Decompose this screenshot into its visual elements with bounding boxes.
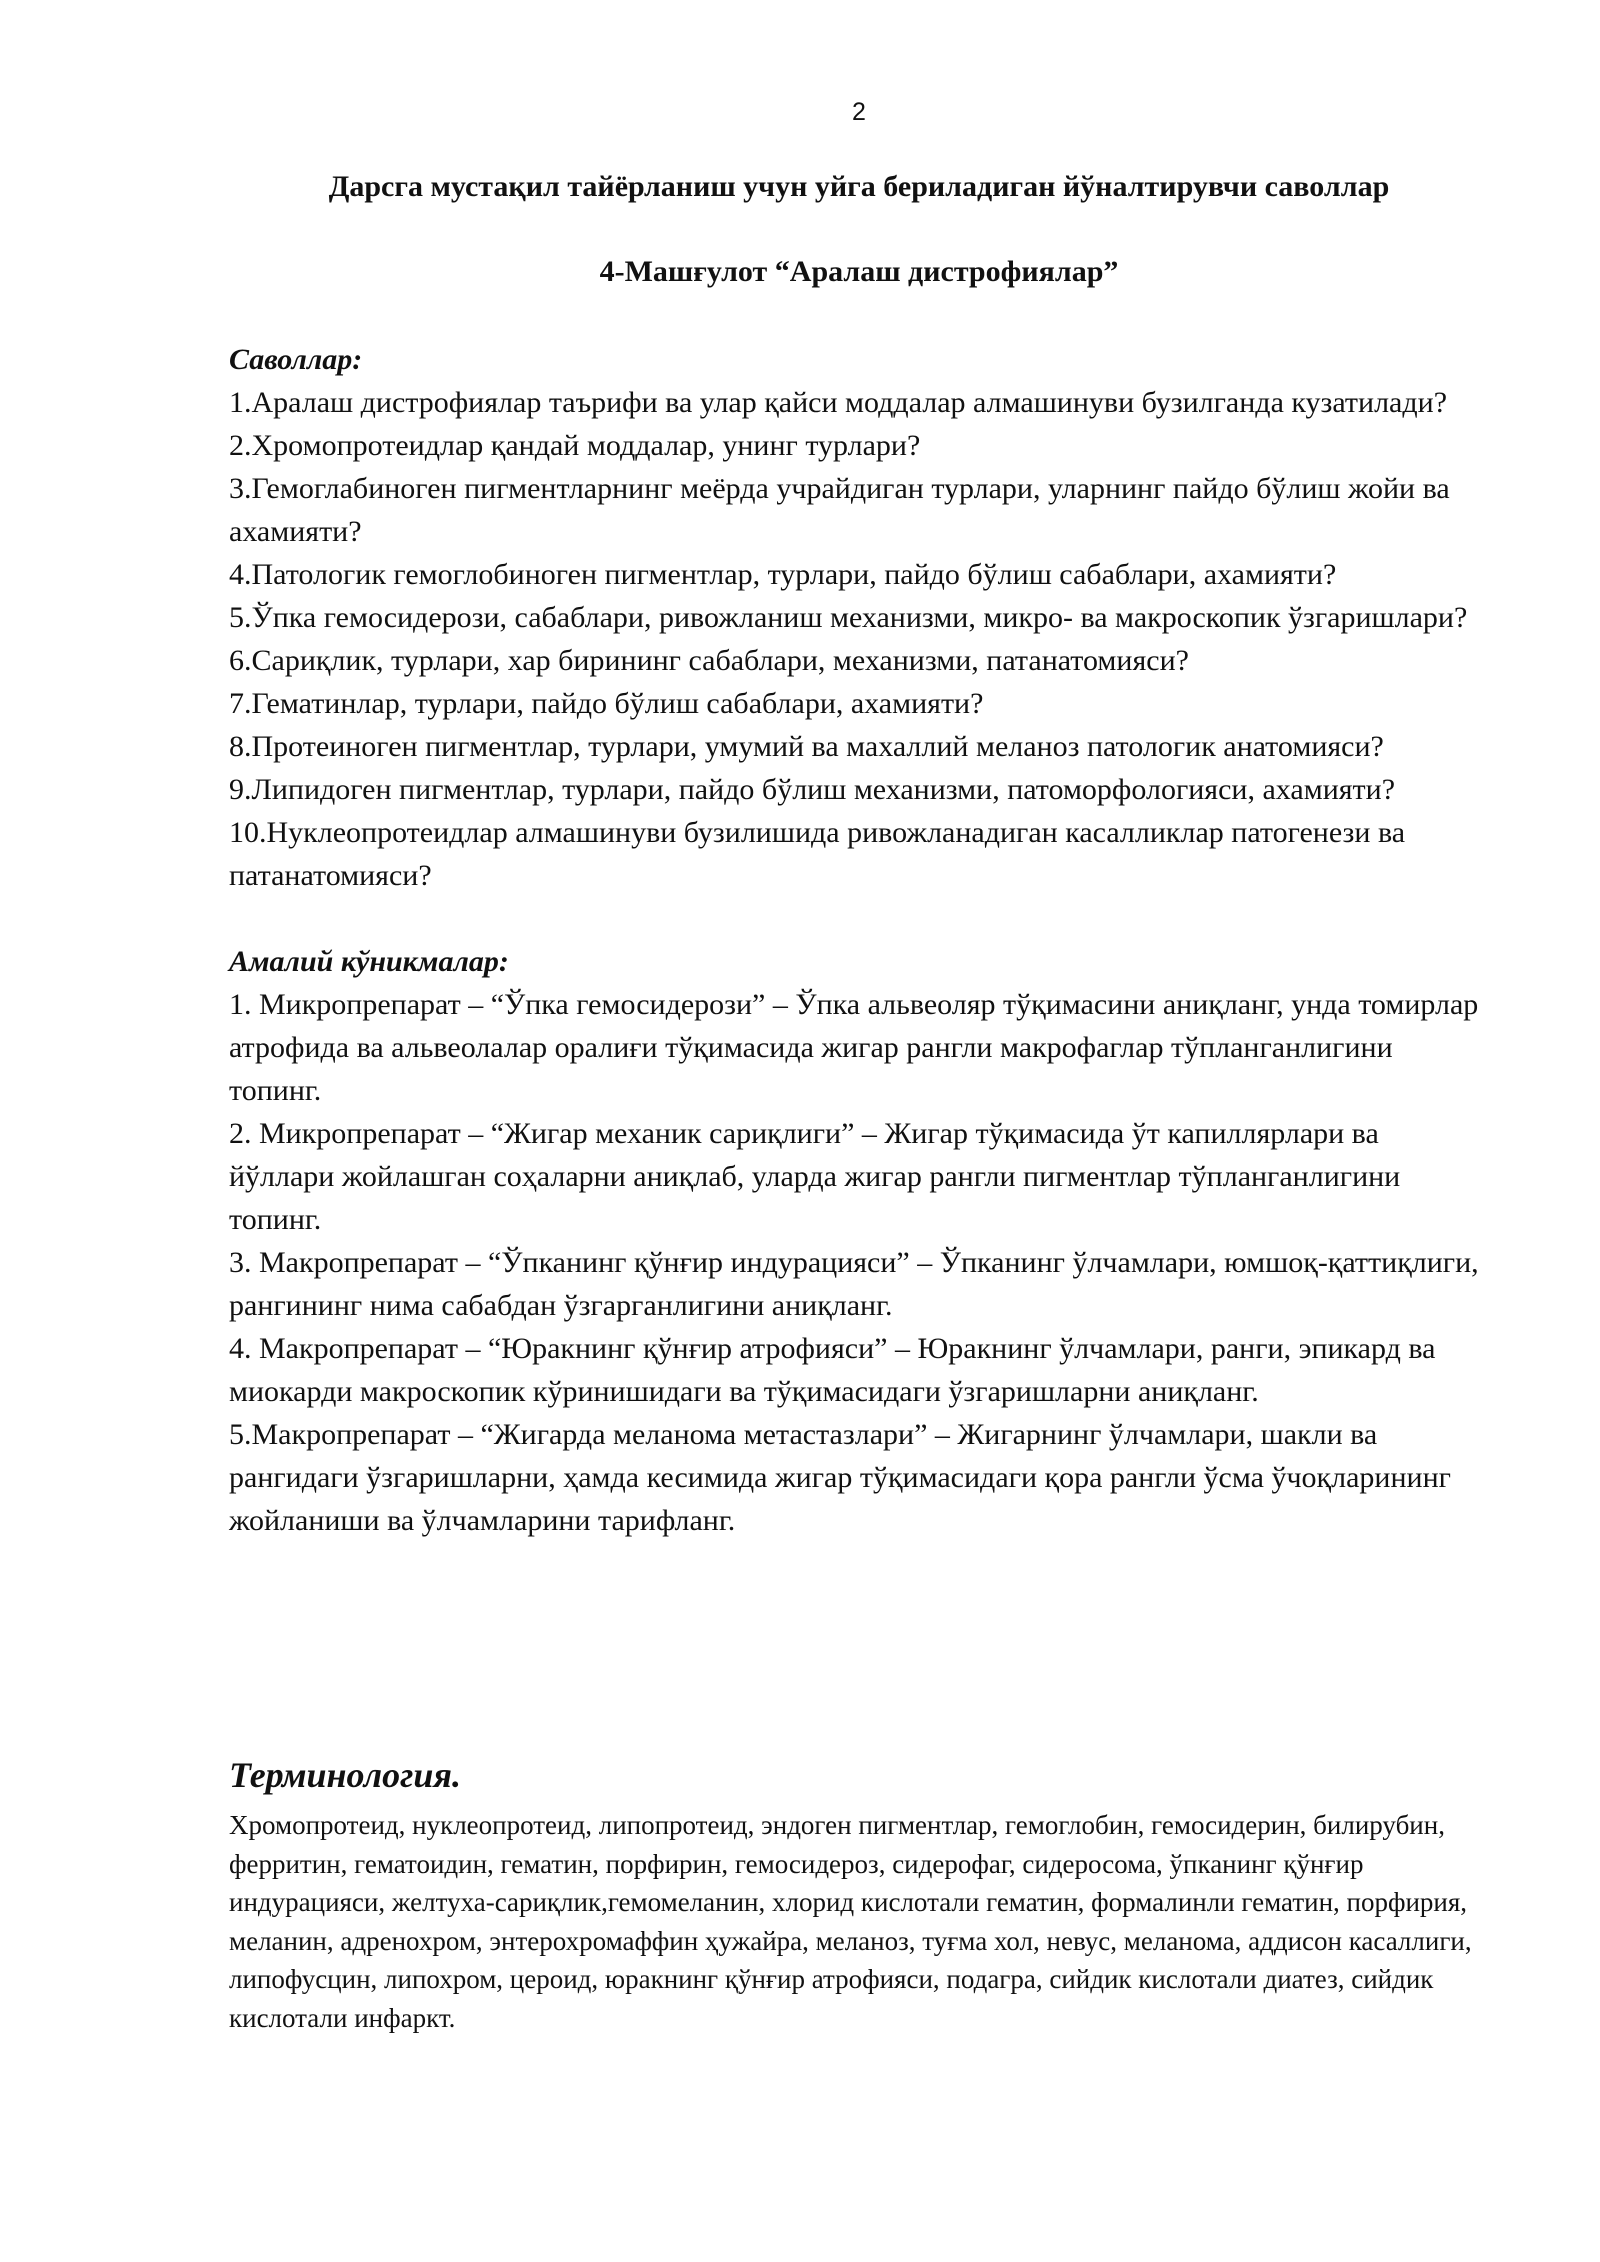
question-item: 2.Хромопротеидлар қандай моддалар, унинг турлари?: [229, 429, 921, 462]
skill-item: 3. Макропрепарат – “Ўпканинг қўнғир индурацияси” – Ўпканинг ўлчамлари, юмшоқ-қаттиқлиги, рангининг нима сабабдан ўзгарганлигини аниқланг.: [229, 1246, 1479, 1322]
page-number: 2: [852, 98, 866, 126]
main-content: [229, 338, 1489, 1542]
question-item: 1.Аралаш дистрофиялар таърифи ва улар қайси моддалар алмашинуви бузилганда кузатилади?: [229, 386, 1448, 419]
question-item: 5.Ўпка гемосидерози, сабаблари, ривожланиш механизми, микро- ва макроскопик ўзгаришлари?: [229, 601, 1468, 634]
question-item: 6.Сариқлик, турлари, хар бирининг сабаблари, механизми, патанатомияси?: [229, 644, 1189, 677]
terminology-text: Хромопротеид, нуклеопротеид, липопротеид, эндоген пигментлар, гемоглобин, гемосидерин, билирубин, ферритин, гематоидин, гематин, порфирин, гемосидероз, сидерофаг, сидеросома, ўпканинг қўнғир индурацияси, желтуха-сариқлик,гемомеланин, хлорид кислотали гематин, формалинли гематин, порфирия, меланин, адренохром, энтерохромаффин ҳужайра, меланоз, туғма хол, невус, меланома, аддисон касаллиги, липофусцин, липохром, цероид, юракнинг қўнғир атрофияси, подагра, сийдик кислотали диатез, сийдик кислотали инфаркт.: [229, 1810, 1472, 2033]
terminology-label: Терминология.: [229, 1755, 461, 1795]
question-item: 3.Гемоглабиноген пигментларнинг меёрда учрайдиган турлари, уларнинг пайдо бўлиш жойи ва ахамияти?: [229, 472, 1450, 548]
question-item: 8.Протеиноген пигментлар, турлари, умумий ва махаллий меланоз патологик анатомияси?: [229, 730, 1384, 763]
question-item: 4.Патологик гемоглобиноген пигментлар, турлари, пайдо бўлиш сабаблари, ахамияти?: [229, 558, 1337, 591]
page-heading: Дарсга мустақил тайёрланиш учун уйга бериладиган йўналтирувчи саволлар: [328, 170, 1390, 203]
question-item: 10.Нуклеопротеидлар алмашинуви бузилишида ривожланадиган касалликлар патогенези ва патанатомияси?: [229, 816, 1406, 892]
lesson-title: 4-Машғулот “Аралаш дистрофиялар”: [599, 255, 1119, 288]
skills-label: Амалий кўникмалар:: [229, 945, 509, 978]
questions-label: Саволлар:: [229, 343, 363, 376]
question-item: 9.Липидоген пигментлар, турлари, пайдо бўлиш механизми, патоморфологияси, ахамияти?: [229, 773, 1396, 806]
skill-item: 2. Микропрепарат – “Жигар механик сариқлиги” – Жигар тўқимасида ўт капиллярлари ва йўллари жойлашган соҳаларни аниқлаб, уларда жигар рангли пигментлар тўпланганлигини топинг.: [229, 1117, 1401, 1236]
section-spacer: [229, 897, 1489, 940]
skill-item: 4. Макропрепарат – “Юракнинг қўнғир атрофияси” – Юракнинг ўлчамлари, ранги, эпикард ва миокарди макроскопик кўринишидаги ва тўқимасидаги ўзгаришларни аниқланг.: [229, 1332, 1436, 1408]
skill-item: 5.Макропрепарат – “Жигарда меланома метастазлари” – Жигарнинг ўлчамлари, шакли ва рангидаги ўзгаришларни, ҳамда кесимида жигар тўқимасидаги қора рангли ўсма ўчоқларининг жойланиши ва ўлчамларини тарифланг.: [229, 1418, 1451, 1537]
question-item: 7.Гематинлар, турлари, пайдо бўлиш сабаблари, ахамияти?: [229, 687, 984, 720]
terminology-section: [229, 1750, 1489, 2037]
skill-item: 1. Микропрепарат – “Ўпка гемосидерози” – Ўпка альвеоляр тўқимасини аниқланг, унда томирлар атрофида ва альвеолалар оралиғи тўқимасида жигар рангли макрофаглар тўпланганлигини топинг.: [229, 988, 1479, 1107]
